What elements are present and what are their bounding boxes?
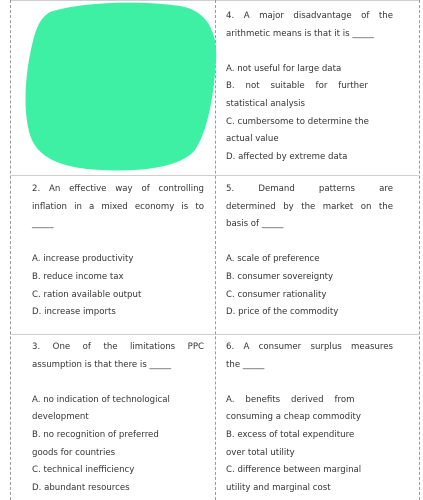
question-3-option-a-cont: development bbox=[32, 412, 89, 423]
left-border bbox=[10, 0, 11, 500]
question-3-line-2: assumption is that there is _____ bbox=[32, 359, 172, 370]
question-2-option-d: D. increase imports bbox=[32, 307, 116, 318]
redaction-scribble bbox=[20, 0, 225, 175]
question-3-option-c: C. technical inefficiency bbox=[32, 465, 135, 476]
question-6-option-c: C. difference between marginal bbox=[226, 465, 362, 476]
question-4-line-2: arithmetic means is that it is _____ bbox=[226, 28, 374, 39]
question-5-option-b: B. consumer sovereignty bbox=[226, 271, 334, 282]
scribble-shape bbox=[26, 3, 217, 171]
question-6-option-a: A. benefits derived from bbox=[226, 394, 355, 405]
row-divider-2 bbox=[10, 334, 419, 335]
question-6-option-b: B. excess of total expenditure bbox=[226, 429, 355, 440]
question-3 bbox=[32, 339, 204, 497]
question-5-line-2: determined by the market on the bbox=[226, 201, 393, 212]
question-5 bbox=[226, 181, 393, 322]
question-2-option-a: A. increase productivity bbox=[32, 254, 134, 265]
question-4-option-a: A. not useful for large data bbox=[226, 63, 342, 74]
question-6-option-a-cont: consuming a cheap commodity bbox=[226, 412, 361, 423]
question-3-option-d: D. abundant resources bbox=[32, 482, 130, 493]
question-3-line-1: 3. One of the limitations PPC bbox=[32, 342, 204, 352]
question-6 bbox=[226, 339, 393, 497]
question-5-line-3: basis of _____ bbox=[226, 219, 284, 230]
question-4-line-1: 4. A major disadvantage of the bbox=[226, 11, 393, 21]
question-4-option-c-cont: actual value bbox=[226, 134, 279, 145]
question-2-line-1: 2. An effective way of controlling bbox=[32, 184, 204, 194]
question-6-line-1: 6. A consumer surplus measures bbox=[226, 342, 393, 352]
question-3-option-b-cont: goods for countries bbox=[32, 447, 116, 458]
question-5-option-c: C. consumer rationality bbox=[226, 289, 327, 300]
question-6-option-c-cont: utility and marginal cost bbox=[226, 482, 331, 493]
question-4-option-b: B. not suitable for further bbox=[226, 81, 368, 92]
question-6-option-b-cont: over total utility bbox=[226, 447, 295, 458]
question-2-option-b: B. reduce income tax bbox=[32, 271, 124, 282]
question-2-line-3: _____ bbox=[32, 219, 54, 230]
question-6-line-2: the _____ bbox=[226, 359, 265, 370]
question-2 bbox=[32, 181, 204, 322]
question-2-line-2: inflation in a mixed economy is to bbox=[32, 201, 204, 212]
question-4-option-b-cont: statistical analysis bbox=[226, 98, 306, 109]
question-3-option-b: B. no recognition of preferred bbox=[32, 429, 159, 440]
question-3-option-a: A. no indication of technological bbox=[32, 394, 170, 405]
question-5-line-1: 5. Demand patterns are bbox=[226, 184, 393, 194]
question-5-option-a: A. scale of preference bbox=[226, 254, 320, 265]
question-5-option-d: D. price of the commodity bbox=[226, 307, 339, 318]
question-4-option-c: C. cumbersome to determine the bbox=[226, 116, 369, 127]
question-4-option-d: D. affected by extreme data bbox=[226, 151, 348, 162]
question-2-option-c: C. ration available output bbox=[32, 289, 142, 300]
row-divider-1 bbox=[10, 175, 419, 176]
question-4 bbox=[226, 8, 393, 166]
right-border bbox=[419, 0, 420, 500]
